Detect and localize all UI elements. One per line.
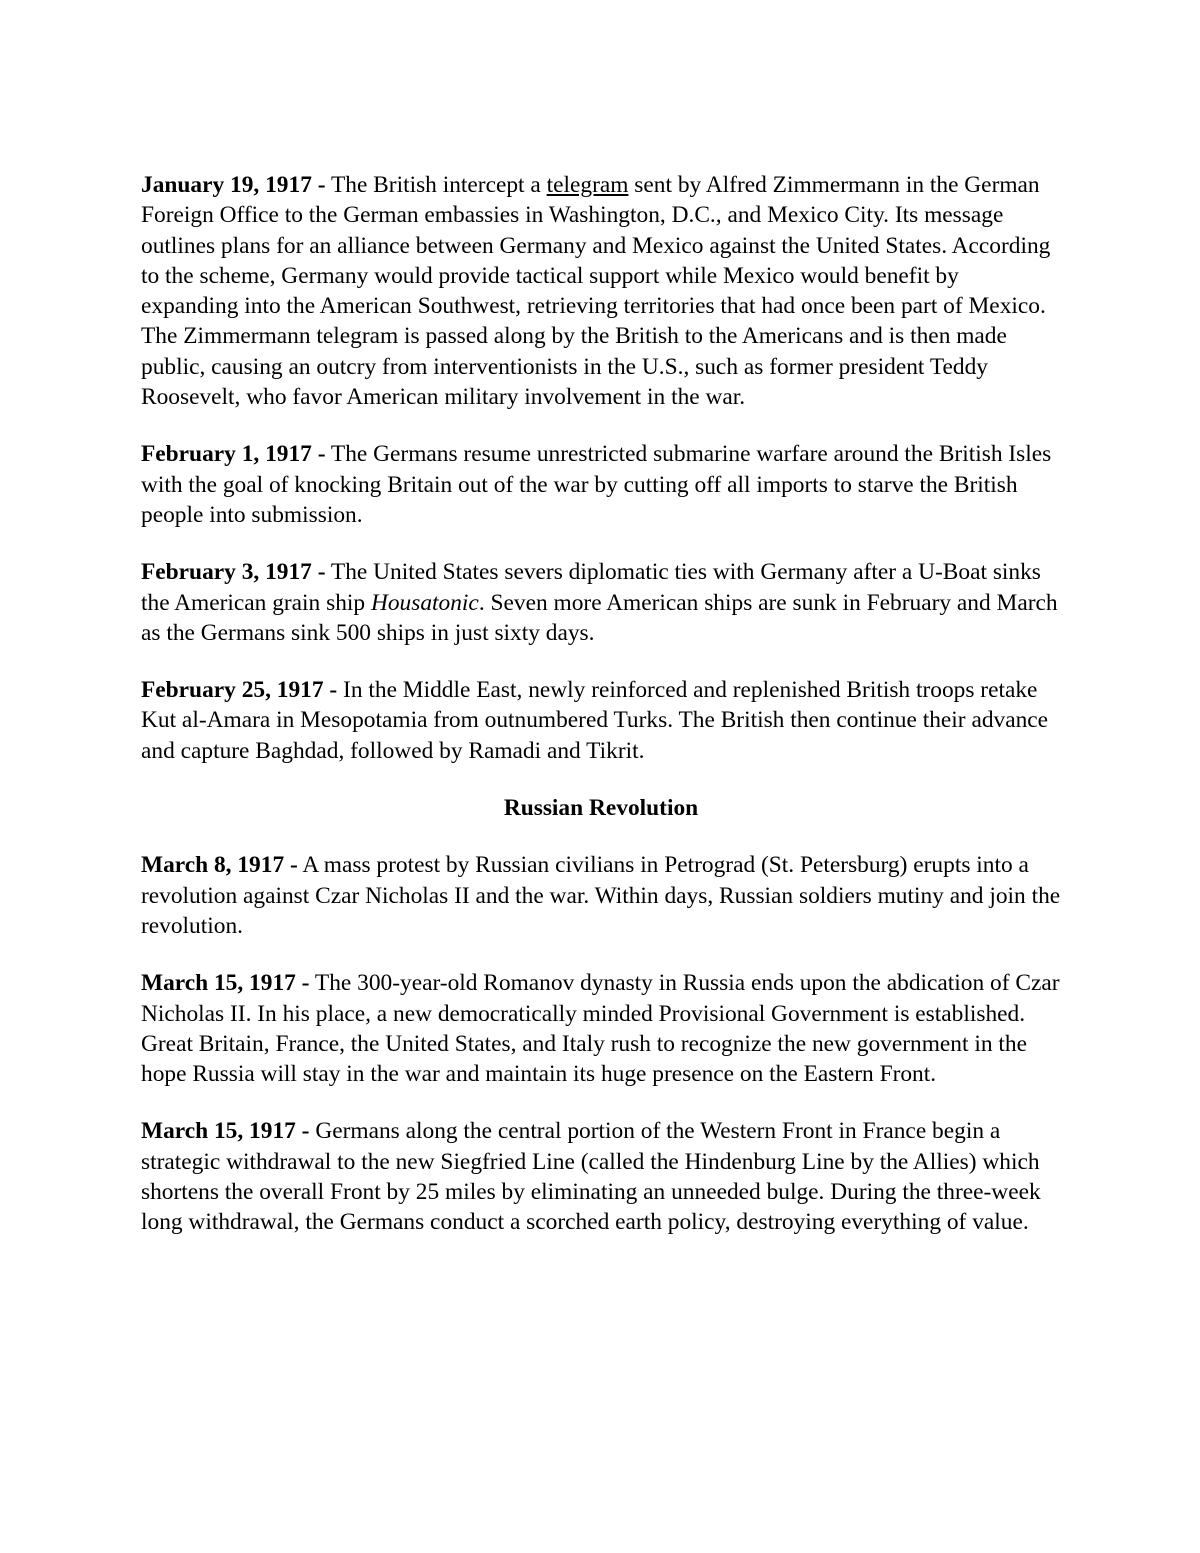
entry-text: sent by Alfred Zimmermann in the German Foreign Office to the German embassies in Washington, D.C., and Mexico City. Its message outlines plans for an alliance between Germany and Mexico against the United States. According to the scheme, Germany would provide tactical support while Mexico would benefit by expanding into the American Southwest, retrieving territories that had once been part of Mexico. The Zimmermann telegram is passed along by the British to the Americans and is then made public, causing an outcry from interventionists in the U.S., such as former president Teddy Roosevelt, who favor American military involvement in the war. — [141, 172, 1051, 411]
ship-name: Housatonic — [370, 589, 479, 616]
timeline-entry-mar-15-withdrawal — [141, 1116, 1061, 1237]
entry-date: March 15, 1917 - — [141, 970, 310, 997]
entry-date: March 8, 1917 - — [141, 852, 298, 879]
section-heading: Russian Revolution — [503, 795, 699, 822]
entry-date: January 19, 1917 - — [141, 172, 326, 198]
timeline-entry-mar-15-abdication — [141, 968, 1061, 1089]
timeline-entry-jan-19 — [141, 170, 1061, 412]
entry-text: . Seven more American ships are sunk in February and March as the Germans sink 500 ships in just sixty days. — [141, 589, 1058, 646]
timeline-entry-feb-1 — [141, 439, 1061, 530]
entry-text: A mass protest by Russian civilians in Petrograd (St. Petersburg) erupts into a revolution against Czar Nicholas II and the war. Within days, Russian soldiers mutiny and join the revolution. — [141, 852, 1061, 939]
entry-text: The Germans resume unrestricted submarine warfare around the British Isles with the goal of knocking Britain out of the war by cutting off all imports to starve the British people into submission. — [141, 441, 1052, 528]
document-page — [141, 170, 1061, 1265]
timeline-entry-mar-8 — [141, 850, 1061, 941]
entry-text: The 300-year-old Romanov dynasty in Russia ends upon the abdication of Czar Nicholas II. In his place, a new democratically minded Provisional Government is established. Great Britain, France, the United States, and Italy rush to recognize the new government in the hope Russia will stay in the war and maintain its huge presence on the Eastern Front. — [141, 970, 1060, 1088]
entry-date: February 1, 1917 - — [141, 441, 326, 468]
entry-text: The British intercept a — [325, 172, 547, 198]
entry-date: February 3, 1917 - — [141, 559, 326, 586]
timeline-entry-feb-25 — [141, 675, 1061, 766]
entry-date: March 15, 1917 - — [141, 1118, 310, 1145]
timeline-entry-feb-3 — [141, 557, 1061, 648]
entry-text: In the Middle East, newly reinforced and replenished British troops retake Kut al-Amara in Mesopotamia from outnumbered Turks. The British then continue their advance and capture Baghdad, followed by Ramadi and Tikrit. — [141, 677, 1049, 764]
entry-text: The United States severs diplomatic ties with Germany after a U-Boat sinks the American grain ship — [141, 559, 1041, 616]
entry-text: Germans along the central portion of the Western Front in France begin a strategic withdrawal to the new Siegfried Line (called the Hindenburg Line by the Allies) which shortens the overall Front by 25 miles by eliminating an unneeded bulge. During the three-week long withdrawal, the Germans conduct a scorched earth policy, destroying everything of value. — [141, 1118, 1041, 1236]
entry-date: February 25, 1917 - — [141, 677, 338, 704]
telegram-link[interactable]: telegram — [546, 172, 629, 198]
